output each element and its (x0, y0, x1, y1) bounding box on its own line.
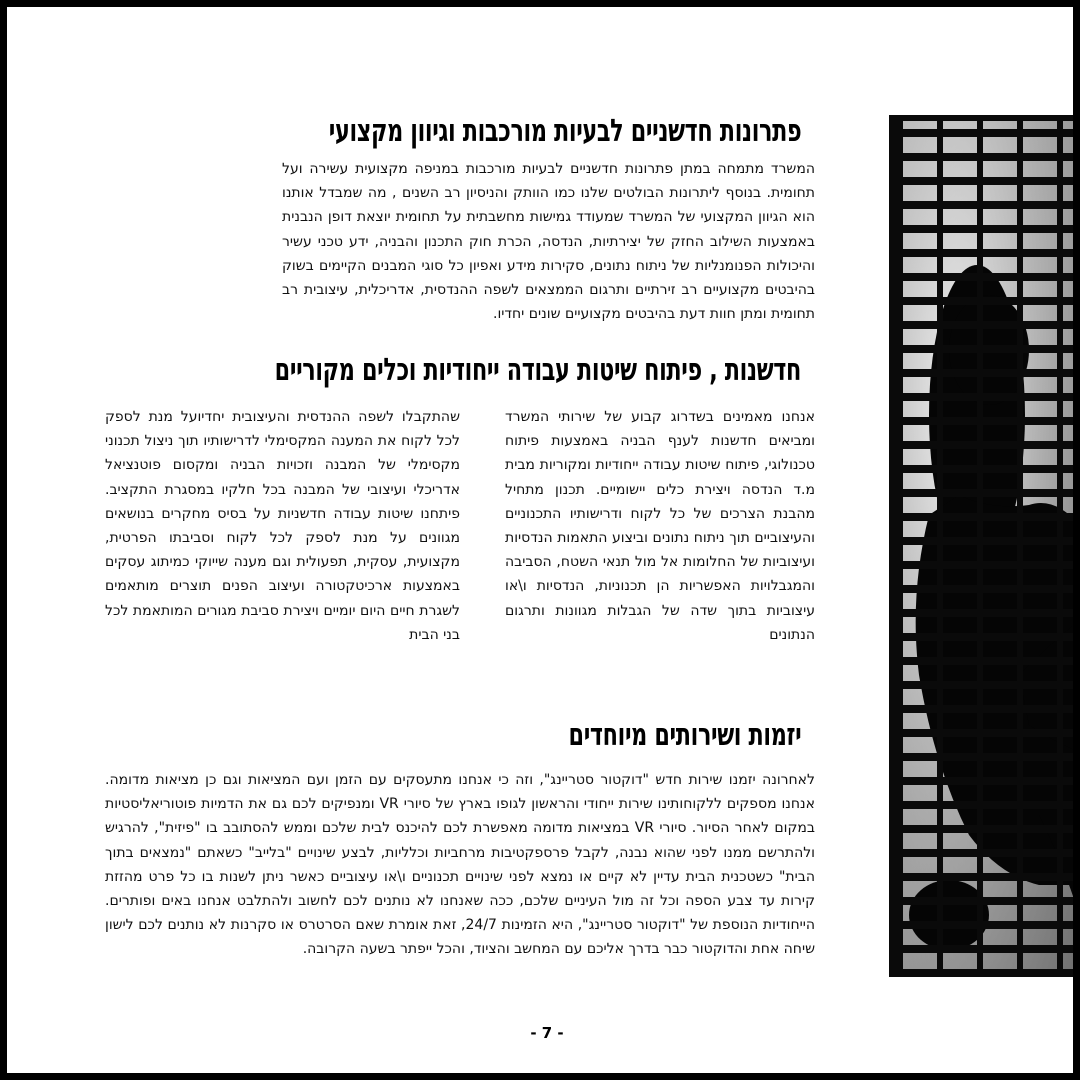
section-heading: יזמות ושירותים מיוחדים (568, 717, 801, 753)
grid-silhouette-photo (889, 115, 1080, 977)
section-heading: פתרונות חדשניים לבעיות מורכבות וגיוון מקצועי (328, 113, 801, 149)
section-paragraph: לאחרונה יזמנו שירות חדש "דוקטור סטריינג", וזה כי אנחנו מתעסקים עם הזמן ועם המציאות וגם כן מציאות מדומה. אנחנו מספקים ללקוחותינו שירות ייחודי והראשון לגופו בארץ של סיורי VR ומנפיקים לכם גם את הדמיות פוטוריאליסטיות במקום לאחר הסיור. סיורי VR במציאות מדומה מאפשרת לכם להיכנס לבית שלכם וממש להסתובב בו "פיזית", להרגיש ולהתרשם ממנו לפני שהוא נבנה, לקבל פרספקטיבות מרחביות וכלליות, לבצע שינויים "בלייב" כשאתם "נמצאים בתוך הבית" כשטכנית הבית עדיין לא קיים או נמצא לפני שינויים תכנוניים ו\או עיצוביים כאשר ניתן לשנות בו כל פרט מהזזת קירות עד צבע הספה וכל זה מול העיניים שלכם, ככה שאנחנו לא נותנים לכם לחשוב ולהתלבט אנחנו באים ופותרים. הייחודיות הנוספת של "דוקטור סטריינג", היא הזמינות 24/7, זאת אומרת שאם הסרטרס או סקרנות לא נותנים לכם לישון שיחה אחת והדוקטור כבר בדרך אליכם עם המחשב והציוד, והכל ייפתר בשעה הקרובה. (105, 772, 816, 958)
section-paragraph: המשרד מתמחה במתן פתרונות חדשניים לבעיות מורכבות במניפה מקצועית עשירה ועל תחומית. בנוסף ליתרונות הבולטים שלנו כמו הוותק והניסיון רב השנים , מה שמבדל אותנו הוא הגיוון המקצועי של המשרד שמעודד גמישות מחשבתית על תחומית יוצאת דופן הנבנית באמצעות השילוב החזק של יצירתיות, הנדסה, הכרת חוק התכנון והבניה, ידע טכני עשיר והיכולות הפנומנליות של ניתוח נתונים, סקירות מידע ואפיון כל סוגי המבנים הקיימים בשוק בהיבטים מקצועיים רב זירתיים ותרגום הממצאים לשפה ההנדסית, אדריכלית, עיצובית רב תחומית ומתן חוות דעת בהיבטים מקצועיים שונים יחדיו. (282, 161, 815, 323)
section-paragraph-column-right: אנחנו מאמינים בשדרוג קבוע של שירותי המשרד ומביאים חדשנות לענף הבניה באמצעות פיתוח טכנולוגי, פיתוח שיטות עבודה ייחודיות ומקוריות מבית מ.ד הנדסה ויצירת כלים יישומיים. תכנון מתחיל מהבנת הצרכים של כל לקוח ודרישותיו התכנוניים והעיצוביים תוך ניתוח נתונים וביצוע התאמות הנדסיות ועיצוביות של החלומות אל מול תנאי השטח, הסביבה והמגבלויות האפשריות הן תכנוניות, הנדסיות ו\או עיצוביות בתוך שדה של הגבלות מגוונות ותרגום הנתונים (505, 409, 815, 643)
section-heading: חדשנות , פיתוח שיטות עבודה ייחודיות וכלים מקוריים (274, 352, 801, 388)
section-paragraph-column-left: שהתקבלו לשפה ההנדסית והעיצובית יחדיועל מנת לספק לכל לקוח את המענה המקסימלי לדרישותיו תוך ניצול תכנוני מקסימלי של המבנה וזכויות הבניה ומקסום פוטנציאל אדריכלי ועיצובי של המבנה בכל חלקיו במסגרת התקציב. פיתחנו שיטות עבודה חדשניות על בסיס מחקרים בנושאים מגוונים על מנת לספק לכל לקוח וסביבתו הפרטית, מקצועית, עסקית, תפעולית וגם מענה שייוקי כמיתוג עסקים באמצעות ארכיטקטורה ועיצוב הפנים תוצרים מותאמים לשגרת חיים היום יומיים ויצירת סביבת מגורים המותאמת לכל בני הבית (105, 409, 460, 643)
page-number: - 7 - (530, 1024, 564, 1042)
